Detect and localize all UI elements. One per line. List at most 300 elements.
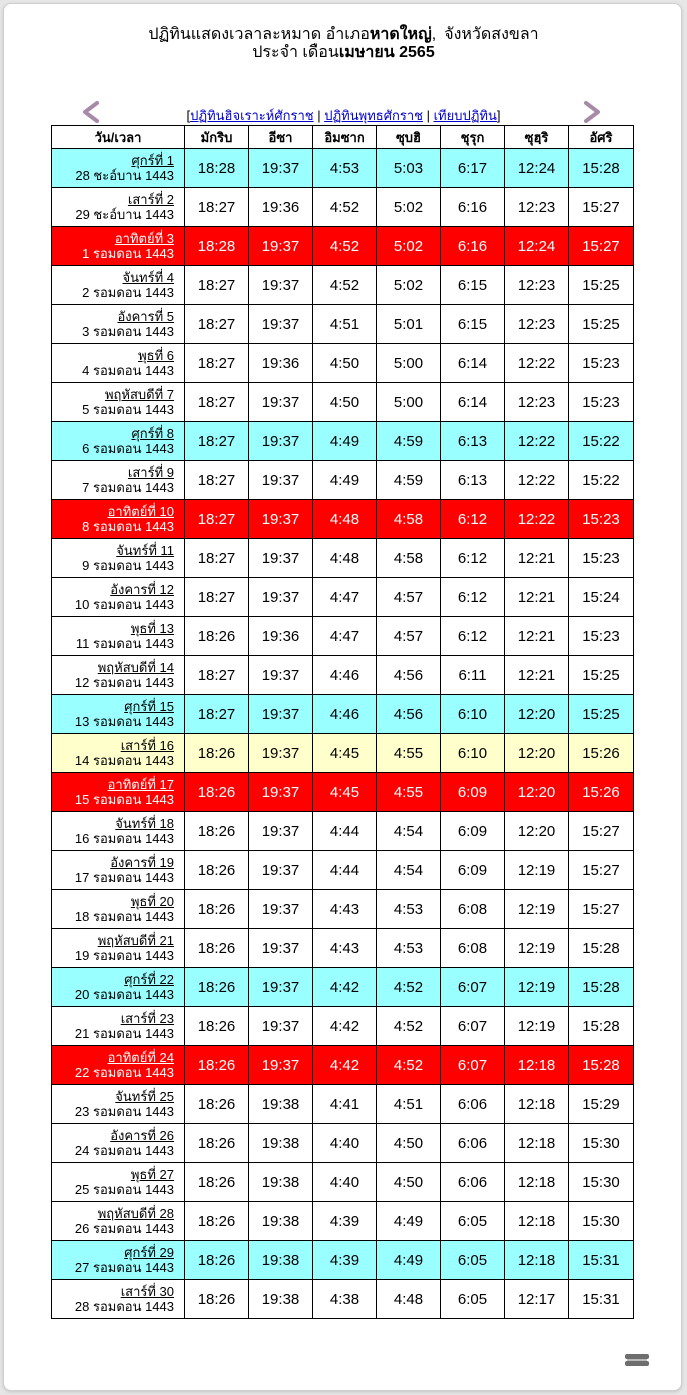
zuhur-time: 12:17 <box>505 1280 569 1319</box>
syuruk-time: 6:12 <box>441 578 505 617</box>
day-link[interactable]: ศุกร์ที่ 22 <box>124 972 174 987</box>
province-name: จังหวัดสงขลา <box>444 26 539 43</box>
table-row <box>52 383 634 422</box>
zuhur-time: 12:21 <box>505 617 569 656</box>
day-link[interactable]: อังคารที่ 5 <box>117 309 174 324</box>
hijri-date: 27 รอมดอน 1443 <box>74 1260 174 1275</box>
day-cell <box>52 149 185 188</box>
zuhur-time: 12:20 <box>505 734 569 773</box>
subuh-time: 4:52 <box>377 1046 441 1085</box>
imsak-time: 4:46 <box>313 695 377 734</box>
day-cell <box>52 1163 185 1202</box>
zuhur-time: 12:19 <box>505 968 569 1007</box>
subuh-time: 5:00 <box>377 344 441 383</box>
syuruk-time: 6:09 <box>441 812 505 851</box>
subuh-time: 5:01 <box>377 305 441 344</box>
header-asar: อัศริ <box>569 126 634 149</box>
maghrib-time: 18:27 <box>185 539 249 578</box>
imsak-time: 4:40 <box>313 1124 377 1163</box>
maghrib-time: 18:26 <box>185 1085 249 1124</box>
asar-time: 15:25 <box>569 695 634 734</box>
zuhur-time: 12:21 <box>505 539 569 578</box>
table-row <box>52 422 634 461</box>
asar-time: 15:31 <box>569 1241 634 1280</box>
syuruk-time: 6:07 <box>441 1046 505 1085</box>
syuruk-time: 6:13 <box>441 461 505 500</box>
day-link[interactable]: เสาร์ที่ 9 <box>127 465 174 480</box>
day-link[interactable]: เสาร์ที่ 23 <box>120 1011 174 1026</box>
table-row <box>52 617 634 656</box>
table-row <box>52 656 634 695</box>
subuh-time: 5:03 <box>377 149 441 188</box>
day-cell <box>52 656 185 695</box>
subuh-time: 4:58 <box>377 500 441 539</box>
zuhur-time: 12:19 <box>505 890 569 929</box>
table-row <box>52 266 634 305</box>
day-cell <box>52 1007 185 1046</box>
day-link[interactable]: จันทร์ที่ 18 <box>115 816 174 831</box>
asar-time: 15:23 <box>569 617 634 656</box>
table-row <box>52 851 634 890</box>
subuh-time: 4:58 <box>377 539 441 578</box>
imsak-time: 4:48 <box>313 539 377 578</box>
zuhur-time: 12:18 <box>505 1046 569 1085</box>
syuruk-time: 6:09 <box>441 773 505 812</box>
subuh-time: 4:50 <box>377 1163 441 1202</box>
zuhur-time: 12:24 <box>505 227 569 266</box>
day-link[interactable]: ศุกร์ที่ 1 <box>131 153 174 168</box>
maghrib-time: 18:26 <box>185 929 249 968</box>
syuruk-time: 6:07 <box>441 968 505 1007</box>
syuruk-time: 6:12 <box>441 500 505 539</box>
zuhur-time: 12:18 <box>505 1202 569 1241</box>
table-row <box>52 578 634 617</box>
subuh-time: 5:02 <box>377 266 441 305</box>
zuhur-time: 12:20 <box>505 773 569 812</box>
maghrib-time: 18:27 <box>185 695 249 734</box>
hijri-date: 10 รอมดอน 1443 <box>74 597 174 612</box>
header-zuhur: ซุฮฺริ <box>505 126 569 149</box>
asar-time: 15:23 <box>569 500 634 539</box>
zuhur-time: 12:22 <box>505 422 569 461</box>
imsak-time: 4:47 <box>313 617 377 656</box>
subuh-time: 4:51 <box>377 1085 441 1124</box>
table-row <box>52 1241 634 1280</box>
zuhur-time: 12:19 <box>505 1007 569 1046</box>
table-row <box>52 1163 634 1202</box>
imsak-time: 4:49 <box>313 422 377 461</box>
day-link[interactable]: อาทิตย์ที่ 10 <box>107 504 174 519</box>
isha-time: 19:38 <box>249 1280 313 1319</box>
subuh-time: 4:52 <box>377 1007 441 1046</box>
isha-time: 19:37 <box>249 968 313 1007</box>
hijri-date: 7 รอมดอน 1443 <box>82 480 174 495</box>
syuruk-time: 6:05 <box>441 1280 505 1319</box>
day-cell <box>52 851 185 890</box>
imsak-time: 4:39 <box>313 1241 377 1280</box>
maghrib-time: 18:26 <box>185 1124 249 1163</box>
zuhur-time: 12:23 <box>505 188 569 227</box>
isha-time: 19:37 <box>249 695 313 734</box>
syuruk-time: 6:06 <box>441 1085 505 1124</box>
day-cell <box>52 266 185 305</box>
syuruk-time: 6:05 <box>441 1241 505 1280</box>
isha-time: 19:37 <box>249 1007 313 1046</box>
imsak-time: 4:42 <box>313 1046 377 1085</box>
table-row <box>52 773 634 812</box>
table-row <box>52 1124 634 1163</box>
prayer-times-table <box>51 125 634 1319</box>
day-link[interactable]: เสาร์ที่ 30 <box>120 1284 174 1299</box>
asar-time: 15:25 <box>569 305 634 344</box>
day-link[interactable]: ศุกร์ที่ 15 <box>124 699 174 714</box>
table-row <box>52 149 634 188</box>
syuruk-time: 6:10 <box>441 734 505 773</box>
subuh-time: 4:54 <box>377 851 441 890</box>
imsak-time: 4:45 <box>313 734 377 773</box>
asar-time: 15:28 <box>569 149 634 188</box>
isha-time: 19:37 <box>249 500 313 539</box>
day-link[interactable]: พฤหัสบดีที่ 14 <box>97 660 174 675</box>
imsak-time: 4:44 <box>313 851 377 890</box>
zuhur-time: 12:23 <box>505 266 569 305</box>
day-link[interactable]: จันทร์ที่ 25 <box>115 1089 174 1104</box>
day-link[interactable]: พุธที่ 20 <box>130 894 174 909</box>
asar-time: 15:28 <box>569 929 634 968</box>
day-link[interactable]: พฤหัสบดีที่ 28 <box>97 1206 174 1221</box>
day-cell <box>52 305 185 344</box>
maghrib-time: 18:27 <box>185 500 249 539</box>
day-cell <box>52 617 185 656</box>
hijri-date: 12 รอมดอน 1443 <box>74 675 174 690</box>
subuh-time: 4:59 <box>377 461 441 500</box>
table-row <box>52 461 634 500</box>
day-link[interactable]: พุธที่ 13 <box>130 621 174 636</box>
maghrib-time: 18:28 <box>185 227 249 266</box>
hijri-date: 26 รอมดอน 1443 <box>74 1221 174 1236</box>
subuh-time: 4:53 <box>377 890 441 929</box>
compare-calendar-link[interactable]: เทียบปฏิทิน <box>433 108 497 123</box>
maghrib-time: 18:26 <box>185 1163 249 1202</box>
hijri-date: 23 รอมดอน 1443 <box>74 1104 174 1119</box>
subuh-time: 4:49 <box>377 1241 441 1280</box>
subuh-time: 4:56 <box>377 656 441 695</box>
zuhur-time: 12:21 <box>505 656 569 695</box>
zuhur-time: 12:18 <box>505 1085 569 1124</box>
zuhur-time: 12:23 <box>505 305 569 344</box>
imsak-time: 4:52 <box>313 227 377 266</box>
day-cell <box>52 188 185 227</box>
imsak-time: 4:44 <box>313 812 377 851</box>
day-link[interactable]: อาทิตย์ที่ 17 <box>107 777 174 792</box>
district-name: หาดใหญ่ <box>369 26 432 43</box>
imsak-time: 4:40 <box>313 1163 377 1202</box>
hijri-date: 13 รอมดอน 1443 <box>74 714 174 729</box>
header-maghrib: มักริบ <box>185 126 249 149</box>
table-row <box>52 500 634 539</box>
syuruk-time: 6:08 <box>441 890 505 929</box>
subuh-time: 4:55 <box>377 734 441 773</box>
day-cell <box>52 578 185 617</box>
isha-time: 19:37 <box>249 890 313 929</box>
day-link[interactable]: อังคารที่ 19 <box>110 855 174 870</box>
table-row <box>52 1046 634 1085</box>
syuruk-time: 6:06 <box>441 1124 505 1163</box>
hijri-date: 8 รอมดอน 1443 <box>82 519 174 534</box>
page-title <box>0 26 687 62</box>
isha-time: 19:37 <box>249 539 313 578</box>
header-subuh: ซุบฮิ <box>377 126 441 149</box>
hijri-date: 15 รอมดอน 1443 <box>74 792 174 807</box>
maghrib-time: 18:27 <box>185 188 249 227</box>
day-link[interactable]: เสาร์ที่ 2 <box>127 192 174 207</box>
hijri-date: 18 รอมดอน 1443 <box>74 909 174 924</box>
day-cell <box>52 1124 185 1163</box>
imsak-time: 4:53 <box>313 149 377 188</box>
day-cell <box>52 1202 185 1241</box>
maghrib-time: 18:27 <box>185 266 249 305</box>
table-row <box>52 968 634 1007</box>
isha-time: 19:36 <box>249 188 313 227</box>
day-cell <box>52 422 185 461</box>
asar-time: 15:31 <box>569 1280 634 1319</box>
isha-time: 19:37 <box>249 773 313 812</box>
zuhur-time: 12:18 <box>505 1163 569 1202</box>
header-isha: อีซา <box>249 126 313 149</box>
day-link[interactable]: อังคารที่ 12 <box>110 582 174 597</box>
imsak-time: 4:51 <box>313 305 377 344</box>
syuruk-time: 6:12 <box>441 617 505 656</box>
syuruk-time: 6:12 <box>441 539 505 578</box>
hijri-date: 14 รอมดอน 1443 <box>74 753 174 768</box>
hijri-date: 19 รอมดอน 1443 <box>74 948 174 963</box>
subuh-time: 4:59 <box>377 422 441 461</box>
table-row <box>52 188 634 227</box>
syuruk-time: 6:11 <box>441 656 505 695</box>
isha-time: 19:36 <box>249 617 313 656</box>
zuhur-time: 12:18 <box>505 1124 569 1163</box>
maghrib-time: 18:26 <box>185 812 249 851</box>
asar-time: 15:28 <box>569 1046 634 1085</box>
zuhur-time: 12:22 <box>505 461 569 500</box>
subuh-time: 4:56 <box>377 695 441 734</box>
hijri-date: 28 รอมดอน 1443 <box>74 1299 174 1314</box>
subuh-time: 4:52 <box>377 968 441 1007</box>
maghrib-time: 18:28 <box>185 149 249 188</box>
maghrib-time: 18:26 <box>185 1280 249 1319</box>
asar-time: 15:30 <box>569 1163 634 1202</box>
day-link[interactable]: อาทิตย์ที่ 24 <box>107 1050 174 1065</box>
day-cell <box>52 929 185 968</box>
zuhur-time: 12:21 <box>505 578 569 617</box>
imsak-time: 4:50 <box>313 383 377 422</box>
isha-time: 19:37 <box>249 1046 313 1085</box>
hijri-date: 22 รอมดอน 1443 <box>74 1065 174 1080</box>
syuruk-time: 6:15 <box>441 266 505 305</box>
table-row <box>52 1007 634 1046</box>
hijri-date: 4 รอมดอน 1443 <box>82 363 174 378</box>
day-cell <box>52 695 185 734</box>
calendar-links <box>0 108 687 124</box>
maghrib-time: 18:26 <box>185 890 249 929</box>
subuh-time: 5:02 <box>377 227 441 266</box>
isha-time: 19:38 <box>249 1085 313 1124</box>
imsak-time: 4:42 <box>313 968 377 1007</box>
table-row <box>52 344 634 383</box>
hijri-date: 28 ชะอ์บาน 1443 <box>75 168 174 183</box>
day-link[interactable]: ศุกร์ที่ 8 <box>131 426 174 441</box>
imsak-time: 4:52 <box>313 266 377 305</box>
syuruk-time: 6:08 <box>441 929 505 968</box>
hijri-date: 21 รอมดอน 1443 <box>74 1026 174 1041</box>
day-cell <box>52 383 185 422</box>
header-day: วัน/เวลา <box>52 126 185 149</box>
maghrib-time: 18:27 <box>185 422 249 461</box>
day-cell <box>52 500 185 539</box>
day-link[interactable]: พฤหัสบดีที่ 7 <box>104 387 174 402</box>
hijri-calendar-link[interactable]: ปฏิทินฮิจเราะห์ศักราช <box>190 108 314 123</box>
hijri-date: 2 รอมดอน 1443 <box>82 285 174 300</box>
table-row <box>52 305 634 344</box>
hijri-date: 11 รอมดอน 1443 <box>75 636 174 651</box>
maghrib-time: 18:27 <box>185 461 249 500</box>
maghrib-time: 18:26 <box>185 617 249 656</box>
subuh-time: 4:55 <box>377 773 441 812</box>
zuhur-time: 12:20 <box>505 812 569 851</box>
imsak-time: 4:38 <box>313 1280 377 1319</box>
asar-time: 15:28 <box>569 968 634 1007</box>
asar-time: 15:27 <box>569 890 634 929</box>
asar-time: 15:22 <box>569 461 634 500</box>
day-link[interactable]: อังคารที่ 26 <box>110 1128 174 1143</box>
syuruk-time: 6:13 <box>441 422 505 461</box>
imsak-time: 4:50 <box>313 344 377 383</box>
day-cell <box>52 1280 185 1319</box>
table-row <box>52 929 634 968</box>
subuh-time: 4:57 <box>377 578 441 617</box>
hijri-date: 29 ชะอ์บาน 1443 <box>75 207 174 222</box>
hijri-date: 24 รอมดอน 1443 <box>74 1143 174 1158</box>
day-cell <box>52 1085 185 1124</box>
imsak-time: 4:48 <box>313 500 377 539</box>
zuhur-time: 12:22 <box>505 344 569 383</box>
isha-time: 19:37 <box>249 227 313 266</box>
subuh-time: 5:00 <box>377 383 441 422</box>
isha-time: 19:37 <box>249 929 313 968</box>
table-row <box>52 890 634 929</box>
table-header-row <box>52 126 634 149</box>
day-cell <box>52 734 185 773</box>
subuh-time: 4:50 <box>377 1124 441 1163</box>
imsak-time: 4:46 <box>313 656 377 695</box>
isha-time: 19:38 <box>249 1241 313 1280</box>
zuhur-time: 12:23 <box>505 383 569 422</box>
subuh-time: 5:02 <box>377 188 441 227</box>
month-prefix: ประจำ เดือน <box>252 44 339 61</box>
day-cell <box>52 968 185 1007</box>
day-link[interactable]: จันทร์ที่ 4 <box>122 270 174 285</box>
asar-time: 15:28 <box>569 1007 634 1046</box>
asar-time: 15:29 <box>569 1085 634 1124</box>
zuhur-time: 12:19 <box>505 851 569 890</box>
subuh-time: 4:54 <box>377 812 441 851</box>
isha-time: 19:37 <box>249 422 313 461</box>
day-link[interactable]: อาทิตย์ที่ 3 <box>114 231 174 246</box>
syuruk-time: 6:07 <box>441 1007 505 1046</box>
title-comma: , <box>431 26 437 43</box>
imsak-time: 4:42 <box>313 1007 377 1046</box>
imsak-time: 4:49 <box>313 461 377 500</box>
title-line-2 <box>0 44 687 62</box>
day-cell <box>52 461 185 500</box>
day-link[interactable]: พุธที่ 6 <box>138 348 174 363</box>
table-row <box>52 1085 634 1124</box>
bracket-open: [ <box>186 108 191 123</box>
buddhist-calendar-link[interactable]: ปฏิทินพุทธศักราช <box>324 108 423 123</box>
isha-time: 19:38 <box>249 1202 313 1241</box>
maghrib-time: 18:27 <box>185 305 249 344</box>
isha-time: 19:37 <box>249 383 313 422</box>
maghrib-time: 18:27 <box>185 656 249 695</box>
asar-time: 15:22 <box>569 422 634 461</box>
asar-time: 15:26 <box>569 773 634 812</box>
day-cell <box>52 812 185 851</box>
day-cell <box>52 227 185 266</box>
link-divider: | <box>313 108 325 123</box>
syuruk-time: 6:05 <box>441 1202 505 1241</box>
day-link[interactable]: จันทร์ที่ 11 <box>116 543 174 558</box>
print-icon[interactable] <box>624 1351 650 1369</box>
day-cell <box>52 539 185 578</box>
hijri-date: 20 รอมดอน 1443 <box>74 987 174 1002</box>
maghrib-time: 18:26 <box>185 851 249 890</box>
asar-time: 15:30 <box>569 1202 634 1241</box>
day-link[interactable]: ศุกร์ที่ 29 <box>124 1245 174 1260</box>
asar-time: 15:25 <box>569 656 634 695</box>
isha-time: 19:38 <box>249 1124 313 1163</box>
table-row <box>52 1280 634 1319</box>
syuruk-time: 6:09 <box>441 851 505 890</box>
asar-time: 15:25 <box>569 266 634 305</box>
day-cell <box>52 344 185 383</box>
maghrib-time: 18:27 <box>185 578 249 617</box>
header-imsak: อิมซาก <box>313 126 377 149</box>
hijri-date: 3 รอมดอน 1443 <box>82 324 174 339</box>
imsak-time: 4:45 <box>313 773 377 812</box>
maghrib-time: 18:26 <box>185 1046 249 1085</box>
zuhur-time: 12:18 <box>505 1241 569 1280</box>
syuruk-time: 6:16 <box>441 188 505 227</box>
day-link[interactable]: เสาร์ที่ 16 <box>120 738 174 753</box>
syuruk-time: 6:15 <box>441 305 505 344</box>
title-prefix: ปฏิทินแสดงเวลาละหมาด อำเภอ <box>148 26 370 43</box>
imsak-time: 4:43 <box>313 890 377 929</box>
asar-time: 15:24 <box>569 578 634 617</box>
syuruk-time: 6:17 <box>441 149 505 188</box>
subuh-time: 4:48 <box>377 1280 441 1319</box>
zuhur-time: 12:19 <box>505 929 569 968</box>
imsak-time: 4:43 <box>313 929 377 968</box>
isha-time: 19:36 <box>249 344 313 383</box>
table-row <box>52 227 634 266</box>
asar-time: 15:27 <box>569 227 634 266</box>
day-link[interactable]: พฤหัสบดีที่ 21 <box>97 933 174 948</box>
day-link[interactable]: พุธที่ 27 <box>130 1167 174 1182</box>
maghrib-time: 18:27 <box>185 344 249 383</box>
syuruk-time: 6:10 <box>441 695 505 734</box>
table-row <box>52 1202 634 1241</box>
maghrib-time: 18:26 <box>185 1241 249 1280</box>
